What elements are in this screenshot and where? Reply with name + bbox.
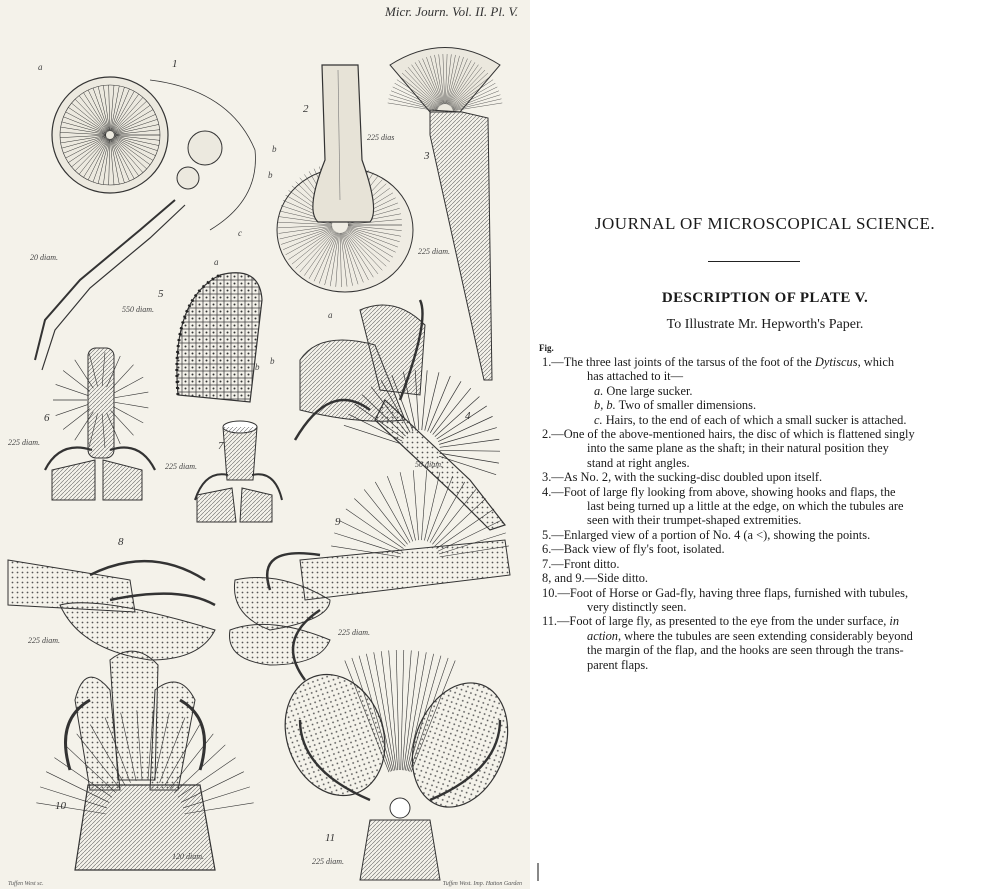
entry-text: —Enlarged view of a portion of No. 4 (a <), showing the points. <box>551 527 871 542</box>
entry-continuation: seen with their trumpet-shaped extremities. <box>587 513 802 528</box>
plate-subtitle: To Illustrate Mr. Hepworth's Paper. <box>666 317 864 332</box>
entry-number: 1. <box>542 355 552 369</box>
magnification-label: 225 diam. <box>312 857 344 866</box>
figure-2-hair-disc <box>277 65 413 292</box>
entry-text: —Front ditto. <box>551 556 620 571</box>
entry-subitem: a. One large sucker. <box>594 383 693 398</box>
entry-number: 3. <box>542 470 552 485</box>
plate-title: DESCRIPTION OF PLATE V. <box>661 290 869 306</box>
entry-text: —Foot of large fly looking from above, showing hooks and flaps, the <box>551 484 896 499</box>
entry-text: —Foot of Horse or Gad-fly, having three flaps, furnished with tubules, <box>557 585 909 600</box>
figure-8-side-view <box>8 560 215 660</box>
figure-letter: c <box>238 228 242 238</box>
figure-number: 4 <box>465 410 471 422</box>
entry-continuation: very distinctly seen. <box>587 599 687 614</box>
figure-number: 5 <box>158 288 164 300</box>
description-entry <box>542 571 994 585</box>
figure-number: 9 <box>335 516 341 528</box>
entry-number: 8, <box>542 571 552 586</box>
figure-number: 10 <box>55 800 66 812</box>
description-entry <box>542 614 994 672</box>
figure-number: 11 <box>325 832 336 844</box>
entry-number: 11. <box>542 614 558 629</box>
figure-10-horse-fly-foot <box>36 651 253 870</box>
figure-letter: b <box>270 356 275 366</box>
magnification-label: 120 diam. <box>172 852 204 861</box>
figure-number: 7 <box>218 440 224 452</box>
entry-text: —One of the above-mentioned hairs, the disc of which is flattened singly <box>551 427 915 442</box>
entry-subitem: b, b. Two of smaller dimensions. <box>594 398 757 413</box>
figure-letter: a <box>38 62 43 72</box>
entry-subitem: c. Hairs, to the end of each of which a small sucker is attached. <box>594 412 907 427</box>
page-edge-mark <box>537 863 539 881</box>
entry-continuation: last being turned up a little at the edge, on which the tubules are <box>587 499 904 514</box>
entry-continuation: into the same plane as the shaft; in their natural position they <box>587 441 889 456</box>
figure-letter: a <box>214 257 219 267</box>
entry-text: —Foot of large fly, as presented to the eye from the under surface, <box>557 614 890 629</box>
magnification-label: 550 diam. <box>122 305 154 314</box>
figure-6-back-view <box>45 348 155 500</box>
entry-italic: in <box>889 614 900 629</box>
magnification-label: 225 diam. <box>28 636 60 645</box>
figure-number: 1 <box>172 58 178 70</box>
entry-continuation: parent flaps. <box>587 657 649 672</box>
description-entry <box>542 528 994 542</box>
description-entry <box>542 485 994 528</box>
entry-text: and 9.—Side ditto. <box>554 571 649 586</box>
figure-letter: b <box>268 170 273 180</box>
figure-letter: b <box>255 362 260 372</box>
entry-continuation: action, where the tubules are seen extending considerably beyond <box>587 628 913 643</box>
magnification-label: 225 diam. <box>165 462 197 471</box>
figure-letter: a <box>328 310 333 320</box>
text-page <box>530 0 1000 889</box>
engraver-credit: Tuffen West sc. <box>8 881 44 887</box>
entry-number: 6. <box>542 542 552 557</box>
figure-number: 2 <box>303 103 309 115</box>
description-entry <box>542 557 994 571</box>
entry-text: —Back view of fly's foot, isolated. <box>551 542 725 557</box>
entry-number: 2. <box>542 427 552 442</box>
journal-title: JOURNAL OF MICROSCOPICAL SCIENCE. <box>594 214 936 233</box>
description-entry <box>542 470 994 484</box>
description-entry <box>542 542 994 556</box>
entry-continuation: has attached to it— <box>587 369 683 384</box>
title-divider <box>708 261 800 262</box>
fig-column-label: Fig. <box>539 343 554 353</box>
printer-credit: Tuffen West. Imp. Hatton Garden <box>442 881 522 887</box>
figure-5-points <box>177 273 262 402</box>
magnification-label: 225 dias <box>367 133 395 142</box>
description-entry <box>542 427 994 470</box>
entry-number: 5. <box>542 527 552 542</box>
figure-descriptions <box>542 355 994 672</box>
entry-number: 10. <box>542 585 558 600</box>
figure-letter: b <box>272 144 277 154</box>
magnification-label: 225 diam. <box>418 247 450 256</box>
figure-number: 3 <box>424 150 430 162</box>
figure-number: 6 <box>44 412 50 424</box>
plate-header: Micr. Journ. Vol. II. Pl. V. <box>385 4 518 19</box>
entry-continuation: the margin of the flap, and the hooks are seen through the trans- <box>587 643 904 658</box>
entry-number: 4. <box>542 484 552 499</box>
description-entry <box>542 355 994 427</box>
figure-11-under-surface <box>269 650 524 880</box>
entry-text: —As No. 2, with the sucking-disc doubled upon itself. <box>551 470 823 485</box>
magnification-label: 225 diam. <box>8 438 40 447</box>
magnification-label: 225 diam. <box>338 628 370 637</box>
description-entry <box>542 586 994 615</box>
entry-text: , which <box>857 355 895 369</box>
entry-italic: Dytiscus <box>814 355 858 369</box>
entry-text: —The three last joints of the tarsus of the foot of the <box>551 355 815 369</box>
magnification-label: 50 diam. <box>415 460 443 469</box>
entry-continuation: stand at right angles. <box>587 455 690 470</box>
magnification-label: 20 diam. <box>30 253 58 262</box>
figure-number: 8 <box>118 536 124 548</box>
entry-number: 7. <box>542 556 552 571</box>
figure-7-front-view <box>195 421 282 522</box>
